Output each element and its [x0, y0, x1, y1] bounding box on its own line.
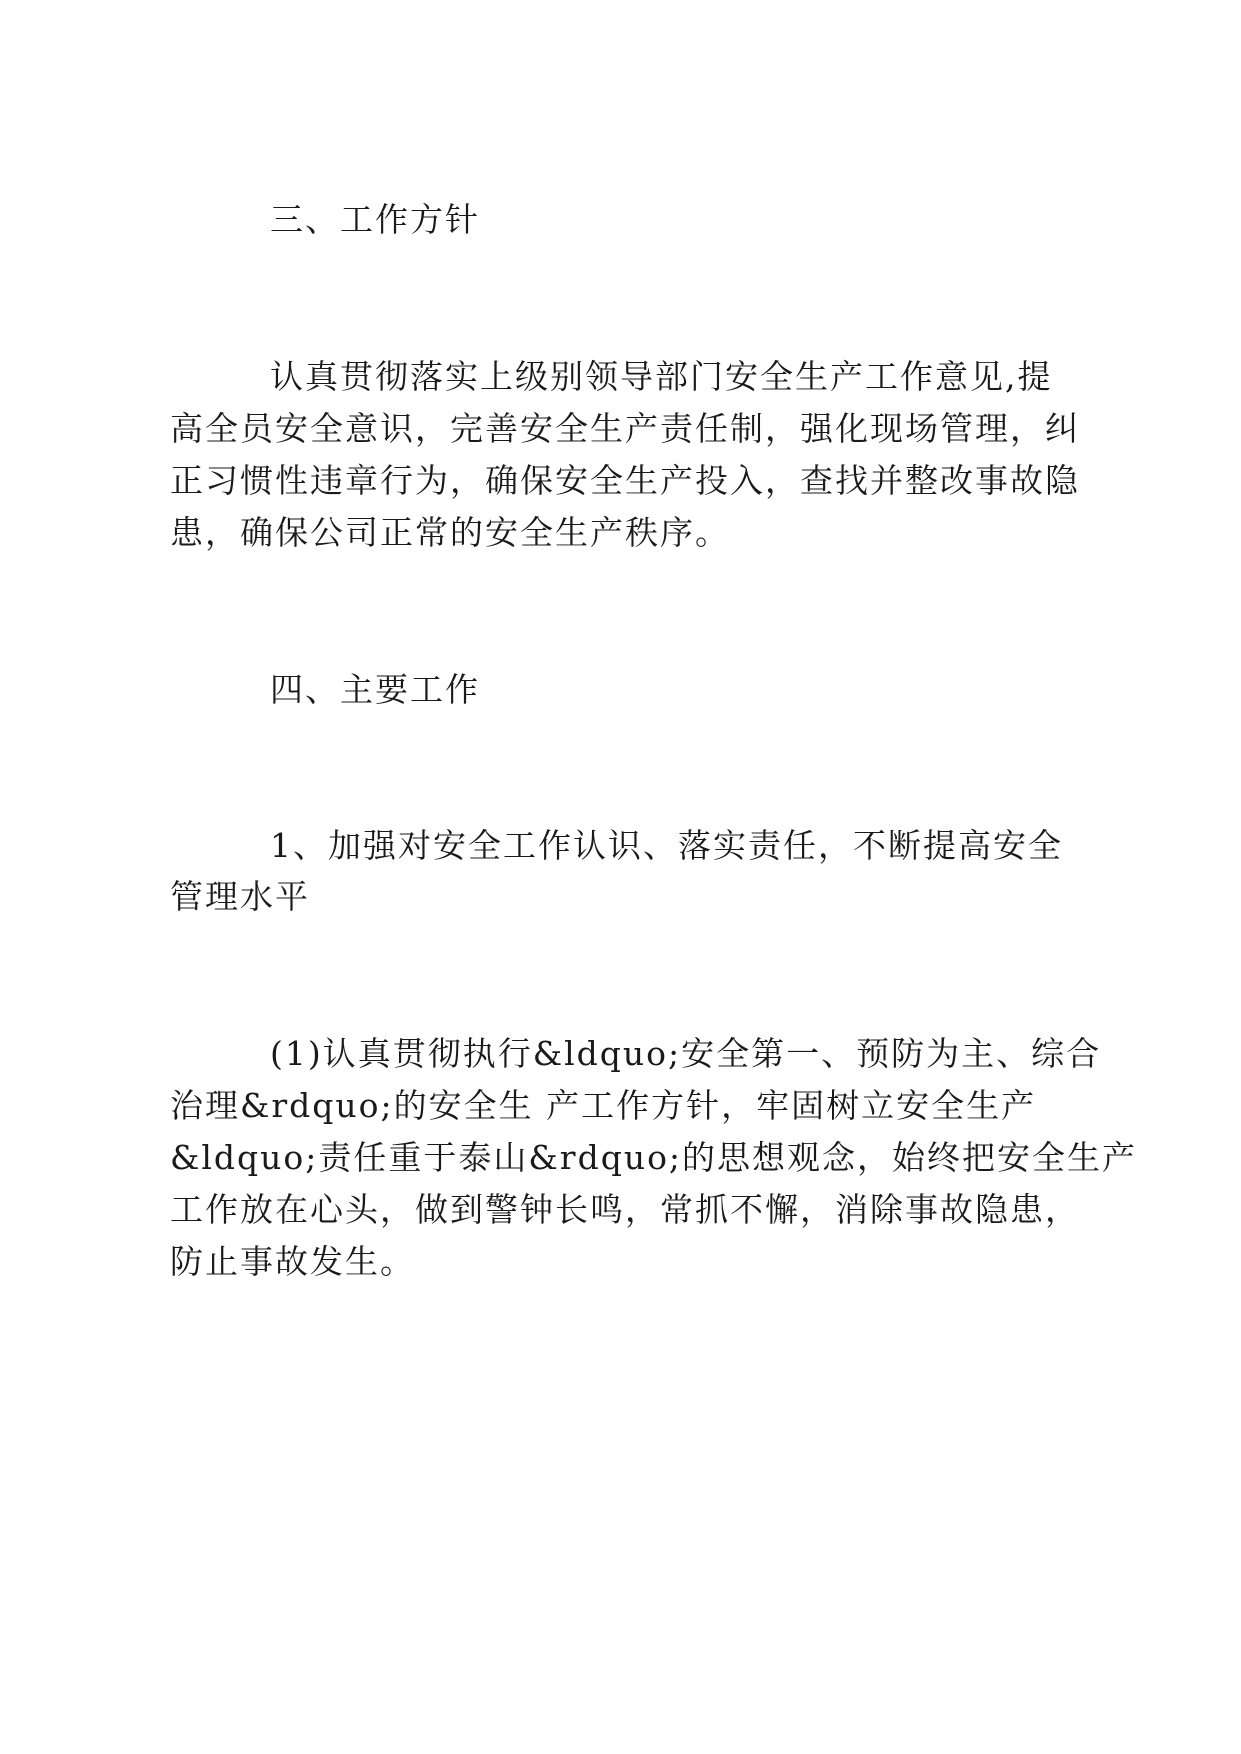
- item-1-sub-1-line-2: 治理&rdquo;的安全生 产工作方针，牢固树立安全生产: [170, 1086, 1037, 1125]
- item-1-sub-1-line-4: 工作放在心头，做到警钟长鸣，常抓不懈，消除事故隐患，: [170, 1190, 1080, 1229]
- item-1-sub-1-line-1: (1)认真贯彻执行&ldquo;安全第一、预防为主、综合: [270, 1034, 1102, 1073]
- item-1-sub-1-line-3: &ldquo;责任重于泰山&rdquo;的思想观念，始终把安全生产: [170, 1138, 1138, 1177]
- section-3-paragraph-line-4: 患，确保公司正常的安全生产秩序。: [170, 513, 730, 552]
- section-3-paragraph-line-2: 高全员安全意识，完善安全生产责任制，强化现场管理，纠: [170, 409, 1080, 448]
- section-3-heading: 三、工作方针: [270, 200, 480, 239]
- item-1-line-1: 1、加强对安全工作认识、落实责任，不断提高安全: [270, 826, 1063, 865]
- section-3-paragraph-line-1: 认真贯彻落实上级别领导部门安全生产工作意见,提: [270, 357, 1053, 396]
- item-1-sub-1-line-5: 防止事故发生。: [170, 1242, 415, 1281]
- item-1-line-2: 管理水平: [170, 877, 310, 916]
- section-4-heading: 四、主要工作: [270, 670, 480, 709]
- section-3-paragraph-line-3: 正习惯性违章行为，确保安全生产投入，查找并整改事故隐: [170, 461, 1080, 500]
